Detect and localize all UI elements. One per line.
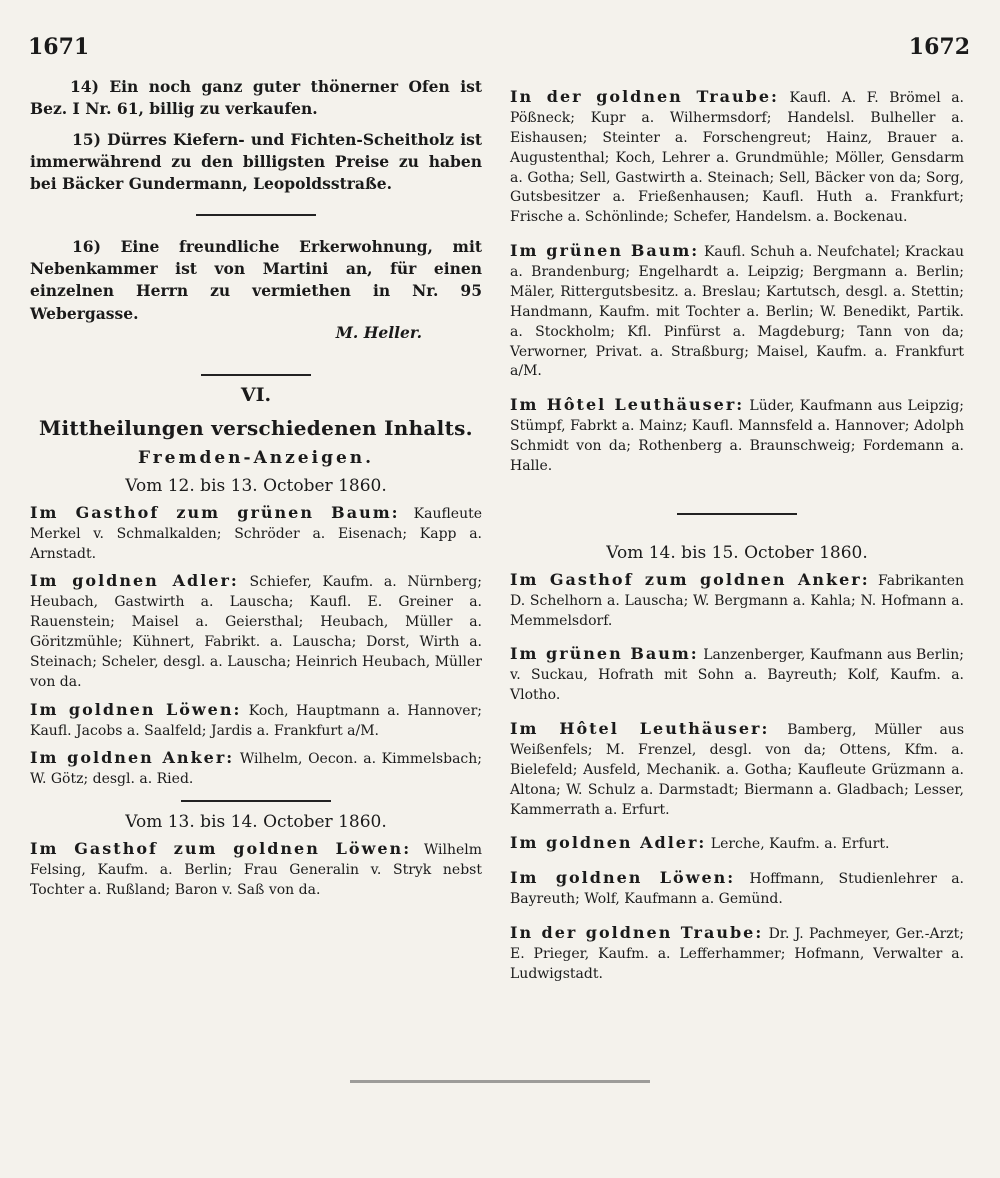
- hotel-name: Im goldnen Adler:: [510, 833, 707, 853]
- ad-14: 14) Ein noch ganz guter thönerner Ofen ist Bez. I Nr. 61, billig zu verkaufen.: [30, 77, 482, 119]
- section-title: Mittheilungen verschiedenen Inhalts.: [39, 415, 473, 440]
- hotel-entry: [30, 747, 482, 790]
- hotel-name: Im grünen Baum:: [510, 241, 700, 261]
- hotel-name: Im Hôtel Leuthäuser:: [510, 395, 745, 415]
- hotel-entry: [510, 240, 964, 382]
- date-heading-1: Vom 12. bis 13. October 1860.: [125, 475, 387, 496]
- hotel-name: Im grünen Baum:: [510, 644, 699, 664]
- guest-list: Lanzenberger, Kaufmann aus Berlin; v. Suckau, Hofrath mit Sohn a. Bayreuth; Kolf, Kaufm. a. Vlotho.: [510, 647, 965, 704]
- hotel-entry: [510, 718, 964, 820]
- right-column: [510, 86, 964, 991]
- hotel-entry: [510, 867, 964, 910]
- hotel-name: Im Gasthof zum goldnen Anker:: [510, 569, 870, 589]
- divider: [677, 513, 797, 515]
- guest-list: Lerche, Kaufm. a. Erfurt.: [710, 836, 890, 853]
- guest-list: Wilhelm Felsing, Kaufm. a. Berlin; Frau Generalin v. Stryk nebst Tochter a. Rußland; Baron v. Saß von da.: [30, 842, 483, 898]
- bleed-through-rule: [350, 1080, 650, 1083]
- hotel-name: Im goldnen Löwen:: [30, 699, 242, 719]
- left-column: [30, 76, 482, 907]
- hotel-entry: [510, 832, 964, 855]
- hotel-entry: [510, 922, 964, 985]
- date-heading-3: Vom 14. bis 15. October 1860.: [606, 542, 868, 563]
- page-number-left: 1671: [28, 34, 90, 60]
- page-number-right: 1672: [908, 34, 970, 60]
- guest-list: Schiefer, Kaufm. a. Nürnberg; Heubach, Gastwirth a. Lauscha; Kaufl. E. Greiner a. Rauenstein; Maisel a. Geiersthal; Heubach, Müller a. Göritzmühle; Kühnert, Fabrikt. a. Lauscha; Dorst, Wirth a. Steinach; Scheler, desgl. a. Lauscha; Heinrich Heubach, Müller von da.: [30, 574, 482, 690]
- hotel-name: Im goldnen Adler:: [30, 571, 239, 591]
- section-number: VI.: [240, 383, 272, 406]
- ad-15: 15) Dürres Kiefern- und Fichten-Scheitholz ist immerwährend zu den billigsten Preise zu haben bei Bäcker Gundermann, Leopoldsstraße.: [30, 129, 482, 194]
- guest-list: Koch, Hauptmann a. Hannover; Kaufl. Jacobs a. Saalfeld; Jardis a. Frankfurt a/M.: [30, 702, 482, 739]
- hotel-entry: [30, 699, 482, 742]
- hotel-entry: [510, 569, 964, 632]
- guest-list: Dr. J. Pachmeyer, Ger.-Arzt; E. Prieger, Kaufm. a. Lefferhammer; Hofmann, Verwalter a. Ludwigstadt.: [510, 926, 965, 982]
- guest-list: Kaufleute Merkel v. Schmalkalden; Schröder a. Eisenach; Kapp a. Arnstadt.: [30, 505, 483, 562]
- hotel-entry: [30, 838, 482, 901]
- hotel-name: In der goldnen Traube:: [510, 87, 779, 106]
- hotel-name: Im Hôtel Leuthäuser:: [510, 719, 770, 738]
- divider: [201, 374, 311, 376]
- hotel-entry: [30, 570, 482, 692]
- date-heading-2: Vom 13. bis 14. October 1860.: [125, 812, 387, 833]
- guest-list: Hoffmann, Studienlehrer a. Bayreuth; Wolf, Kaufmann a. Gemünd.: [510, 871, 965, 908]
- hotel-name: Im Gasthof zum goldnen Löwen:: [30, 839, 412, 859]
- divider: [196, 214, 316, 216]
- guest-list: Lüder, Kaufmann aus Leipzig; Stümpf, Fabrkt a. Mainz; Kaufl. Mannsfeld a. Hannover; Adolph Schmidt von da; Rothenberg a. Braunschweig; Fordemann a. Halle.: [510, 398, 964, 474]
- hotel-entry: [510, 86, 964, 228]
- guest-list: Wilhelm, Oecon. a. Kimmelsbach; W. Götz; desgl. a. Ried.: [30, 751, 482, 788]
- signature: M. Heller.: [335, 322, 422, 342]
- subsection-title: Fremden-Anzeigen.: [137, 447, 375, 468]
- guest-list: Kaufl. Schuh a. Neufchatel; Krackau a. Brandenburg; Engelhardt a. Leipzig; Bergmann a. Berlin; Mäler, Rittergutsbesitz. a. Breslau; Kartutsch, desgl. a. Stettin; Handmann, Kaufm. mit Tochter a. Berlin; W. Benedikt, Partik. a. Stockholm; Kfl. Pinfürst a. Magdeburg; Tann von da; Verworner, Privat. a. Straßburg; Maisel, Kaufm. a. Frankfurt a/M.: [510, 244, 965, 380]
- hotel-entry: [510, 643, 964, 706]
- divider: [181, 800, 331, 802]
- hotel-entry: [510, 394, 964, 477]
- guest-list: Kaufl. A. F. Brömel a. Pößneck; Kupr a. Wilhermsdorf; Handelsl. Bulheller a. Eishausen; Steinter a. Forschengreut; Hainz, Brauer a. Augustenthal; Koch, Lehrer a. Grundmühle; Möller, Gensdarm a. Gotha; Sell, Gastwirth a. Steinach; Sell, Bäcker von da; Sorg, Gutsbesitzer a. Frießenhausen; Kaufl. Huth a. Frankfurt; Frische a. Schönlinde; Schefer, Handelsm. a. Bockenau.: [510, 90, 965, 226]
- guest-list: Fabrikanten D. Schelhorn a. Lauscha; W. Bergmann a. Kahla; N. Hofmann a. Memmelsdorf.: [510, 572, 965, 629]
- hotel-name: In der goldnen Traube:: [510, 923, 764, 942]
- guest-list: Bamberg, Müller aus Weißenfels; M. Frenzel, desgl. von da; Ottens, Kfm. a. Bielefeld; Ausfeld, Mechanik. a. Gotha; Kaufleute Grüzmann a. Altona; W. Schulz a. Darmstadt; Biermann a. Gladbach; Lesser, Kammerrath a. Erfurt.: [510, 722, 965, 818]
- hotel-name: Im goldnen Anker:: [30, 748, 235, 768]
- ad-16: 16) Eine freundliche Erkerwohnung, mit Nebenkammer ist von Martini an, für einen einzelnen Herrn zu vermiethen in Nr. 95 Webergasse.: [30, 236, 482, 323]
- hotel-name: Im goldnen Löwen:: [510, 868, 736, 888]
- hotel-entry: [30, 502, 482, 565]
- hotel-name: Im Gasthof zum grünen Baum:: [30, 502, 400, 522]
